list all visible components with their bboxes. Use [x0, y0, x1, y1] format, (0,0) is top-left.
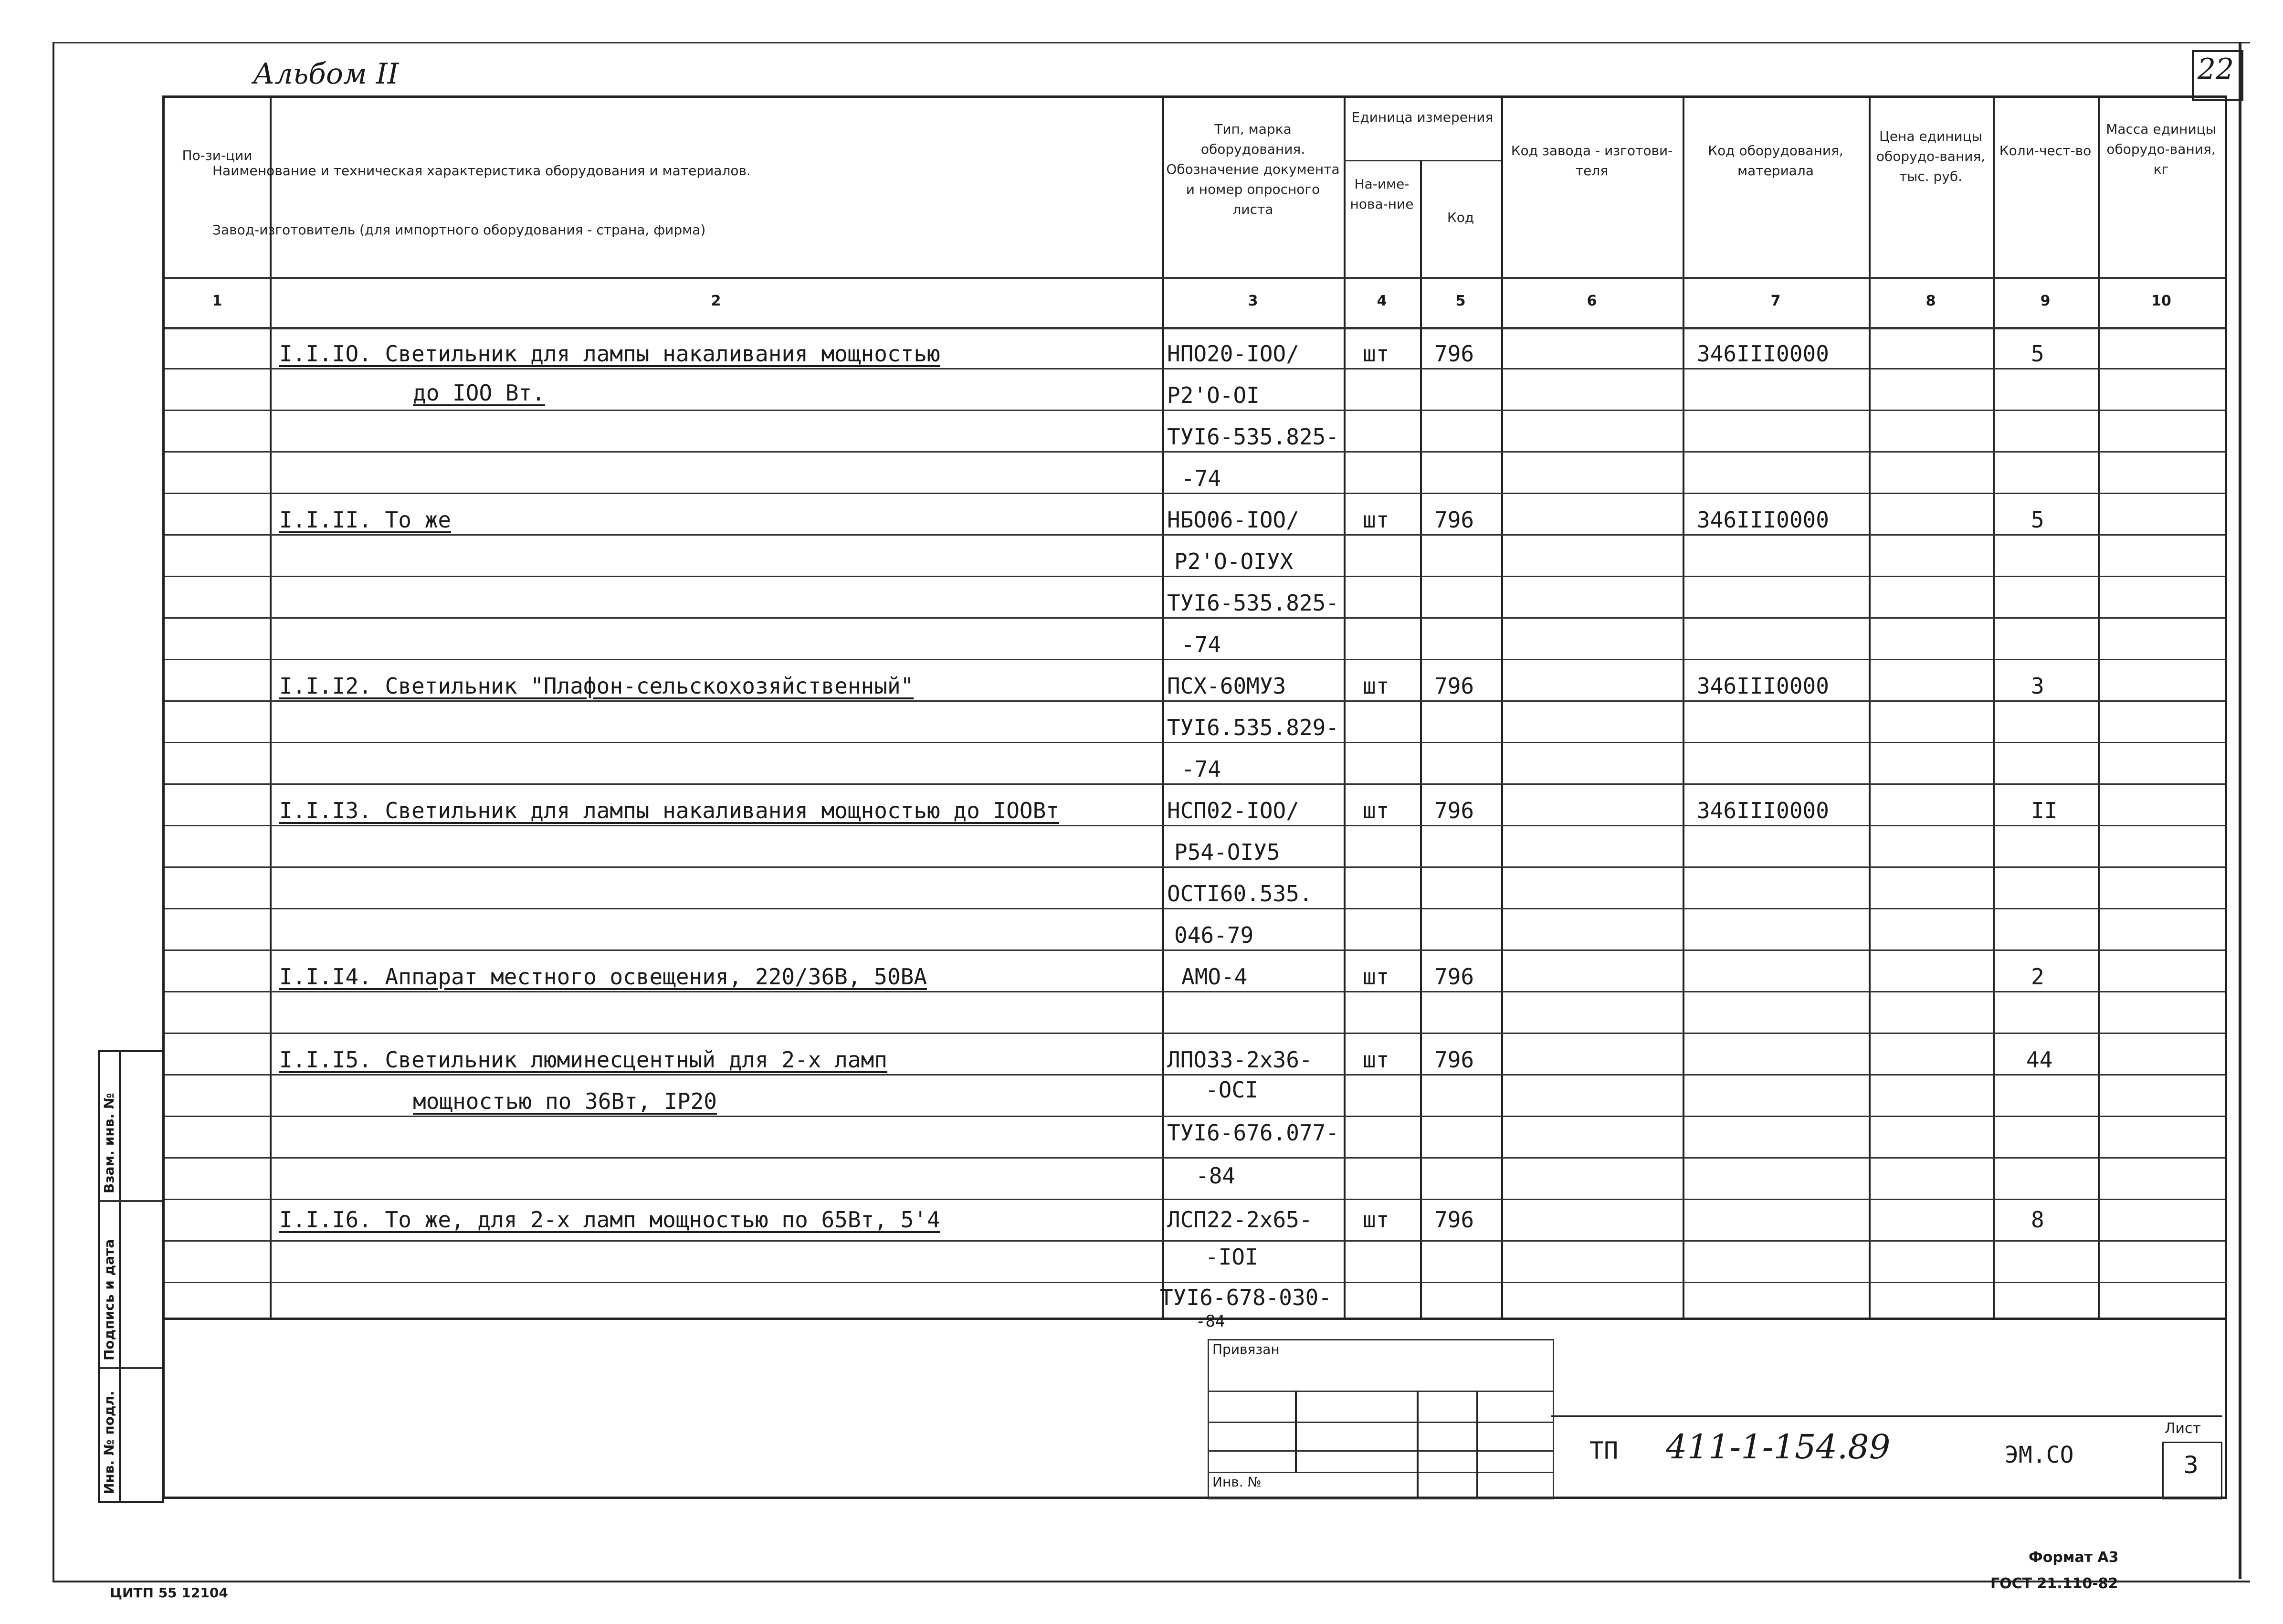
row-equipment-code: 346III0000 [1697, 341, 1829, 367]
header-unit-code: Код [1447, 210, 1474, 225]
row-type: -ОСI [1205, 1077, 1258, 1103]
row-quantity: 8 [2031, 1207, 2044, 1233]
row-unit: шт [1363, 507, 1389, 533]
list-label: Лист [2165, 1420, 2201, 1437]
row-unit-code: 796 [1434, 1047, 1474, 1073]
row-type: НСП02-IOO/ [1167, 798, 1299, 823]
row-type: -74 [1181, 465, 1221, 491]
colnum-5: 5 [1455, 293, 1466, 309]
colnum-2: 2 [711, 293, 721, 309]
header-quantity: Коли-чест-во [1999, 143, 2092, 158]
row-type: -84 [1196, 1312, 1225, 1331]
colnum-3: 3 [1248, 293, 1258, 309]
row-name: I.I.IO. Светильник для лампы накаливания мощностью [279, 341, 940, 367]
album-label: Альбом II [253, 57, 399, 91]
row-unit: шт [1363, 673, 1389, 699]
footer-left-code: ЦИТП 55 12104 [110, 1585, 228, 1601]
row-type: Р2'О-ОIУХ [1174, 548, 1294, 574]
row-equipment-code: 346III0000 [1697, 798, 1829, 823]
row-type: Р54-ОIУ5 [1174, 839, 1280, 865]
row-unit-code: 796 [1434, 798, 1474, 823]
doc-suffix: ЭМ.СО [2005, 1442, 2074, 1468]
row-type: Р2'О-ОI [1167, 382, 1260, 408]
row-type: ЛСП22-2х65- [1167, 1207, 1313, 1233]
colnum-8: 8 [1925, 293, 1936, 309]
specification-table [162, 95, 2227, 1331]
header-divider [165, 277, 2225, 279]
row-name-cont: до IOO Вт. [413, 380, 545, 406]
header-mass: Масса единицы оборудо-вания, кг [2106, 121, 2216, 177]
row-unit: шт [1363, 964, 1389, 990]
row-type: ТУI6-678-030- [1160, 1285, 1332, 1310]
col-divider [270, 98, 272, 1318]
row-name-cont: мощностью по 36Вт, IP20 [413, 1088, 717, 1114]
header-unit-name: На-име-нова-ние [1350, 176, 1414, 212]
header-manufacturer-code: Код завода - изготови-теля [1511, 143, 1673, 179]
inventory-label: Инв. № [1212, 1474, 1262, 1490]
col-divider [1420, 160, 1422, 1318]
drawing-frame-right-edge [2239, 42, 2241, 1579]
colnum-6: 6 [1587, 293, 1597, 309]
side-label-inv-podl: Инв. № подл. [101, 1391, 117, 1494]
row-type: -74 [1181, 756, 1221, 782]
col-divider [2098, 98, 2100, 1318]
title-block [162, 1315, 2227, 1499]
row-unit-code: 796 [1434, 964, 1474, 990]
doc-code: 411-1-154.89 [1666, 1427, 1891, 1466]
row-unit: шт [1363, 1207, 1389, 1233]
unit-group-divider [1344, 160, 1501, 161]
row-type: 046-79 [1174, 922, 1254, 948]
row-equipment-code: 346III0000 [1697, 507, 1829, 533]
col-divider [1501, 98, 1503, 1318]
list-number: 3 [2183, 1451, 2199, 1479]
col-divider [1344, 98, 1346, 1318]
row-type: -74 [1181, 632, 1221, 657]
row-name: I.I.I6. То же, для 2-х ламп мощностью по 65Вт, 5'4 [279, 1207, 940, 1233]
row-type: ОСТI60.535. [1167, 881, 1313, 907]
colnum-9: 9 [2040, 293, 2051, 309]
row-equipment-code: 346III0000 [1697, 673, 1829, 699]
header-positions: По-зи-ции [182, 148, 252, 163]
row-type: ТУI6-535.825- [1167, 424, 1339, 450]
header-price: Цена единицы оборудо-вания, тыс. руб. [1876, 128, 1986, 184]
colnum-divider [165, 327, 2225, 329]
row-quantity: 2 [2031, 964, 2044, 990]
row-unit: шт [1363, 798, 1389, 823]
row-name: I.I.I5. Светильник люминесцентный для 2-х ламп [279, 1047, 887, 1073]
row-quantity: II [2031, 798, 2058, 823]
bound-label: Привязан [1212, 1341, 1280, 1357]
side-label-signature: Подпись и дата [101, 1239, 117, 1360]
row-unit: шт [1363, 341, 1389, 367]
row-type: ПСХ-60МУЗ [1167, 673, 1286, 699]
header-name-line2: Завод-изготовитель (для импортного оборудования - страна, фирма) [212, 222, 706, 238]
footer-format: Формат А3 [2029, 1549, 2119, 1566]
header-unit-group: Единица измерения [1351, 109, 1494, 125]
row-quantity: 5 [2031, 341, 2044, 367]
col-divider [1683, 98, 1684, 1318]
sheet-number: 22 [2197, 53, 2234, 86]
row-quantity: 5 [2031, 507, 2044, 533]
row-type: ЛПО33-2х36- [1167, 1047, 1313, 1073]
colnum-10: 10 [2151, 293, 2171, 309]
col-divider [1162, 98, 1164, 1318]
row-quantity: 44 [2026, 1047, 2053, 1073]
colnum-7: 7 [1770, 293, 1781, 309]
footer-gost: ГОСТ 21.110-82 [1990, 1575, 2118, 1592]
row-type: ТУI6-676.077- [1167, 1120, 1339, 1146]
colnum-4: 4 [1377, 293, 1387, 309]
doc-prefix: ТП [1589, 1437, 1619, 1465]
header-name-line1: Наименование и техническая характеристика оборудования и материалов. [212, 163, 751, 179]
row-unit-code: 796 [1434, 341, 1474, 367]
row-unit: шт [1363, 1047, 1389, 1073]
header-type: Тип, марка оборудования. Обозначение документа и номер опросного листа [1166, 121, 1340, 217]
row-quantity: 3 [2031, 673, 2044, 699]
row-type: НБО06-IOO/ [1167, 507, 1299, 533]
header-equipment-code: Код оборудования, материала [1708, 143, 1843, 179]
row-name: I.I.I4. Аппарат местного освещения, 220/36В, 50ВА [279, 964, 927, 990]
col-divider [1993, 98, 1995, 1318]
row-name: I.I.I3. Светильник для лампы накаливания мощностью до IOOВт [279, 798, 1059, 823]
row-type: ТУI6-535.825- [1167, 590, 1339, 616]
row-name: I.I.II. То же [279, 507, 452, 533]
row-unit-code: 796 [1434, 1207, 1474, 1233]
row-unit-code: 796 [1434, 673, 1474, 699]
col-divider [1869, 98, 1871, 1318]
row-type: -84 [1196, 1163, 1236, 1189]
title-divider [1551, 1415, 2222, 1417]
row-type: ТУI6.535.829- [1167, 715, 1339, 740]
row-unit-code: 796 [1434, 507, 1474, 533]
row-type: -IOI [1205, 1244, 1258, 1270]
row-type: АМО-4 [1181, 964, 1248, 990]
colnum-1: 1 [212, 293, 222, 309]
row-type: НПО20-IOO/ [1167, 341, 1299, 367]
row-name: I.I.I2. Светильник "Плафон-сельскохозяйственный" [279, 673, 914, 699]
side-label-vzam: Взам. инв. № [101, 1093, 117, 1193]
